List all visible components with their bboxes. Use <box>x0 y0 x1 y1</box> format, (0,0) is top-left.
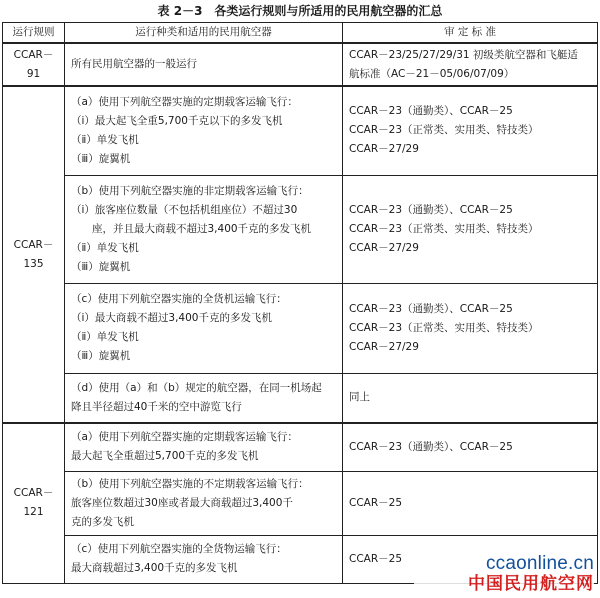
operation-line: 旅客座位数超过30座或者最大商载超过3,400千 <box>71 496 293 509</box>
operation-line: （ⅰ）最大起飞全重5,700千克以下的多发飞机 <box>71 114 283 127</box>
site-watermark <box>414 554 594 594</box>
standard-line: CCAR－27/29 <box>349 143 419 156</box>
operation-line: （ⅱ）单发飞机 <box>71 241 139 254</box>
operation-line: （b）使用下列航空器实施的不定期载客运输飞行： <box>71 477 309 490</box>
standard-line: CCAR－27/29 <box>349 241 419 254</box>
table-row <box>3 471 598 535</box>
operation-cell <box>65 283 343 373</box>
standard-line: CCAR－23（通勤类）、CCAR－25 <box>349 302 513 315</box>
standard-line: CCAR－23（正常类、实用类、特技类） <box>349 222 539 235</box>
operation-line: 克的多发飞机 <box>71 515 134 528</box>
operation-line: （c）使用下列航空器实施的全货物运输飞行： <box>71 543 287 555</box>
standard-line: CCAR－23（通勤类）、CCAR－25 <box>349 203 513 216</box>
operation-line: （ⅰ）最大商载不超过3,400千克的多发飞机 <box>71 312 272 324</box>
watermark-site-name: 中国民用航空网 <box>468 574 594 594</box>
standard-line: CCAR－23（通勤类）、CCAR－25 <box>349 440 513 453</box>
standard-line: CCAR－23（正常类、实用类、特技类） <box>349 124 539 137</box>
operation-cell <box>65 423 343 471</box>
operation-line: （d）使用（a）和（b）规定的航空器，在同一机场起 <box>71 381 322 394</box>
standard-cell <box>343 471 598 535</box>
operation-line: 所有民用航空器的一般运行 <box>71 58 197 70</box>
operation-line: （a）使用下列航空器实施的定期载客运输飞行： <box>71 431 298 444</box>
operation-line: （c）使用下列航空器实施的全货机运输飞行： <box>71 293 287 305</box>
rule-cell: CCAR－135 <box>3 86 65 423</box>
standard-line: CCAR－25 <box>349 552 403 565</box>
standard-cell <box>343 43 598 86</box>
operation-line: 最大商载超过3,400千克的多发飞机 <box>71 562 238 574</box>
table-row <box>3 43 598 86</box>
table-row <box>3 373 598 423</box>
standard-line: 同上 <box>349 391 370 404</box>
header-rule: 运行规则 <box>3 23 65 44</box>
table-row <box>3 283 598 373</box>
rule-cell: CCAR－91 <box>3 43 65 86</box>
standard-line: CCAR－27/29 <box>349 340 419 353</box>
standard-cell <box>343 175 598 283</box>
operation-line: （ⅱ）单发飞机 <box>71 133 139 146</box>
table-row <box>3 175 598 283</box>
operation-cell <box>65 43 343 86</box>
operation-cell <box>65 175 343 283</box>
standard-cell <box>343 423 598 471</box>
operation-cell <box>65 373 343 423</box>
operation-line: 座，并且最大商载不超过3,400千克的多发飞机 <box>71 222 312 235</box>
table-row <box>3 86 598 175</box>
standard-line: CCAR－23（正常类、实用类、特技类） <box>349 321 539 334</box>
header-row <box>3 23 598 44</box>
operation-line: （ⅲ）旋翼机 <box>71 152 131 165</box>
header-operation: 运行种类和适用的民用航空器 <box>65 23 343 44</box>
operation-line: （ⅱ）单发飞机 <box>71 331 139 343</box>
standard-cell <box>343 283 598 373</box>
operation-line: （b）使用下列航空器实施的非定期载客运输飞行： <box>71 184 309 197</box>
operation-line: （ⅲ）旋翼机 <box>71 260 131 273</box>
operation-line: 降且半径超过40千米的空中游览飞行 <box>71 400 242 413</box>
standard-line: CCAR－25 <box>349 496 403 509</box>
operation-line: （a）使用下列航空器实施的定期载客运输飞行： <box>71 95 298 108</box>
standard-line: CCAR－23（通勤类）、CCAR－25 <box>349 105 513 118</box>
operation-cell <box>65 535 343 583</box>
operation-line: 最大起飞全重超过5,700千克的多发飞机 <box>71 450 259 463</box>
operation-cell <box>65 86 343 175</box>
standard-cell <box>343 86 598 175</box>
rule-cell: CCAR－121 <box>3 423 65 583</box>
standard-line: CCAR－23/25/27/29/31 初级类航空器和飞艇适 <box>349 48 578 61</box>
regulations-table <box>2 22 598 584</box>
operation-line: （ⅲ）旋翼机 <box>71 350 131 362</box>
table-title: 表 2－3 各类运行规则与所适用的民用航空器的汇总 <box>157 4 443 18</box>
table-row <box>3 423 598 471</box>
watermark-url: ccaonline.cn <box>485 553 594 574</box>
header-standard: 审 定 标 准 <box>343 23 598 44</box>
operation-line: （ⅰ）旅客座位数量（不包括机组座位）不超过30 <box>71 203 298 216</box>
standard-cell <box>343 373 598 423</box>
operation-cell <box>65 471 343 535</box>
standard-line: 航标准（AC－21－05/06/07/09） <box>349 67 515 80</box>
